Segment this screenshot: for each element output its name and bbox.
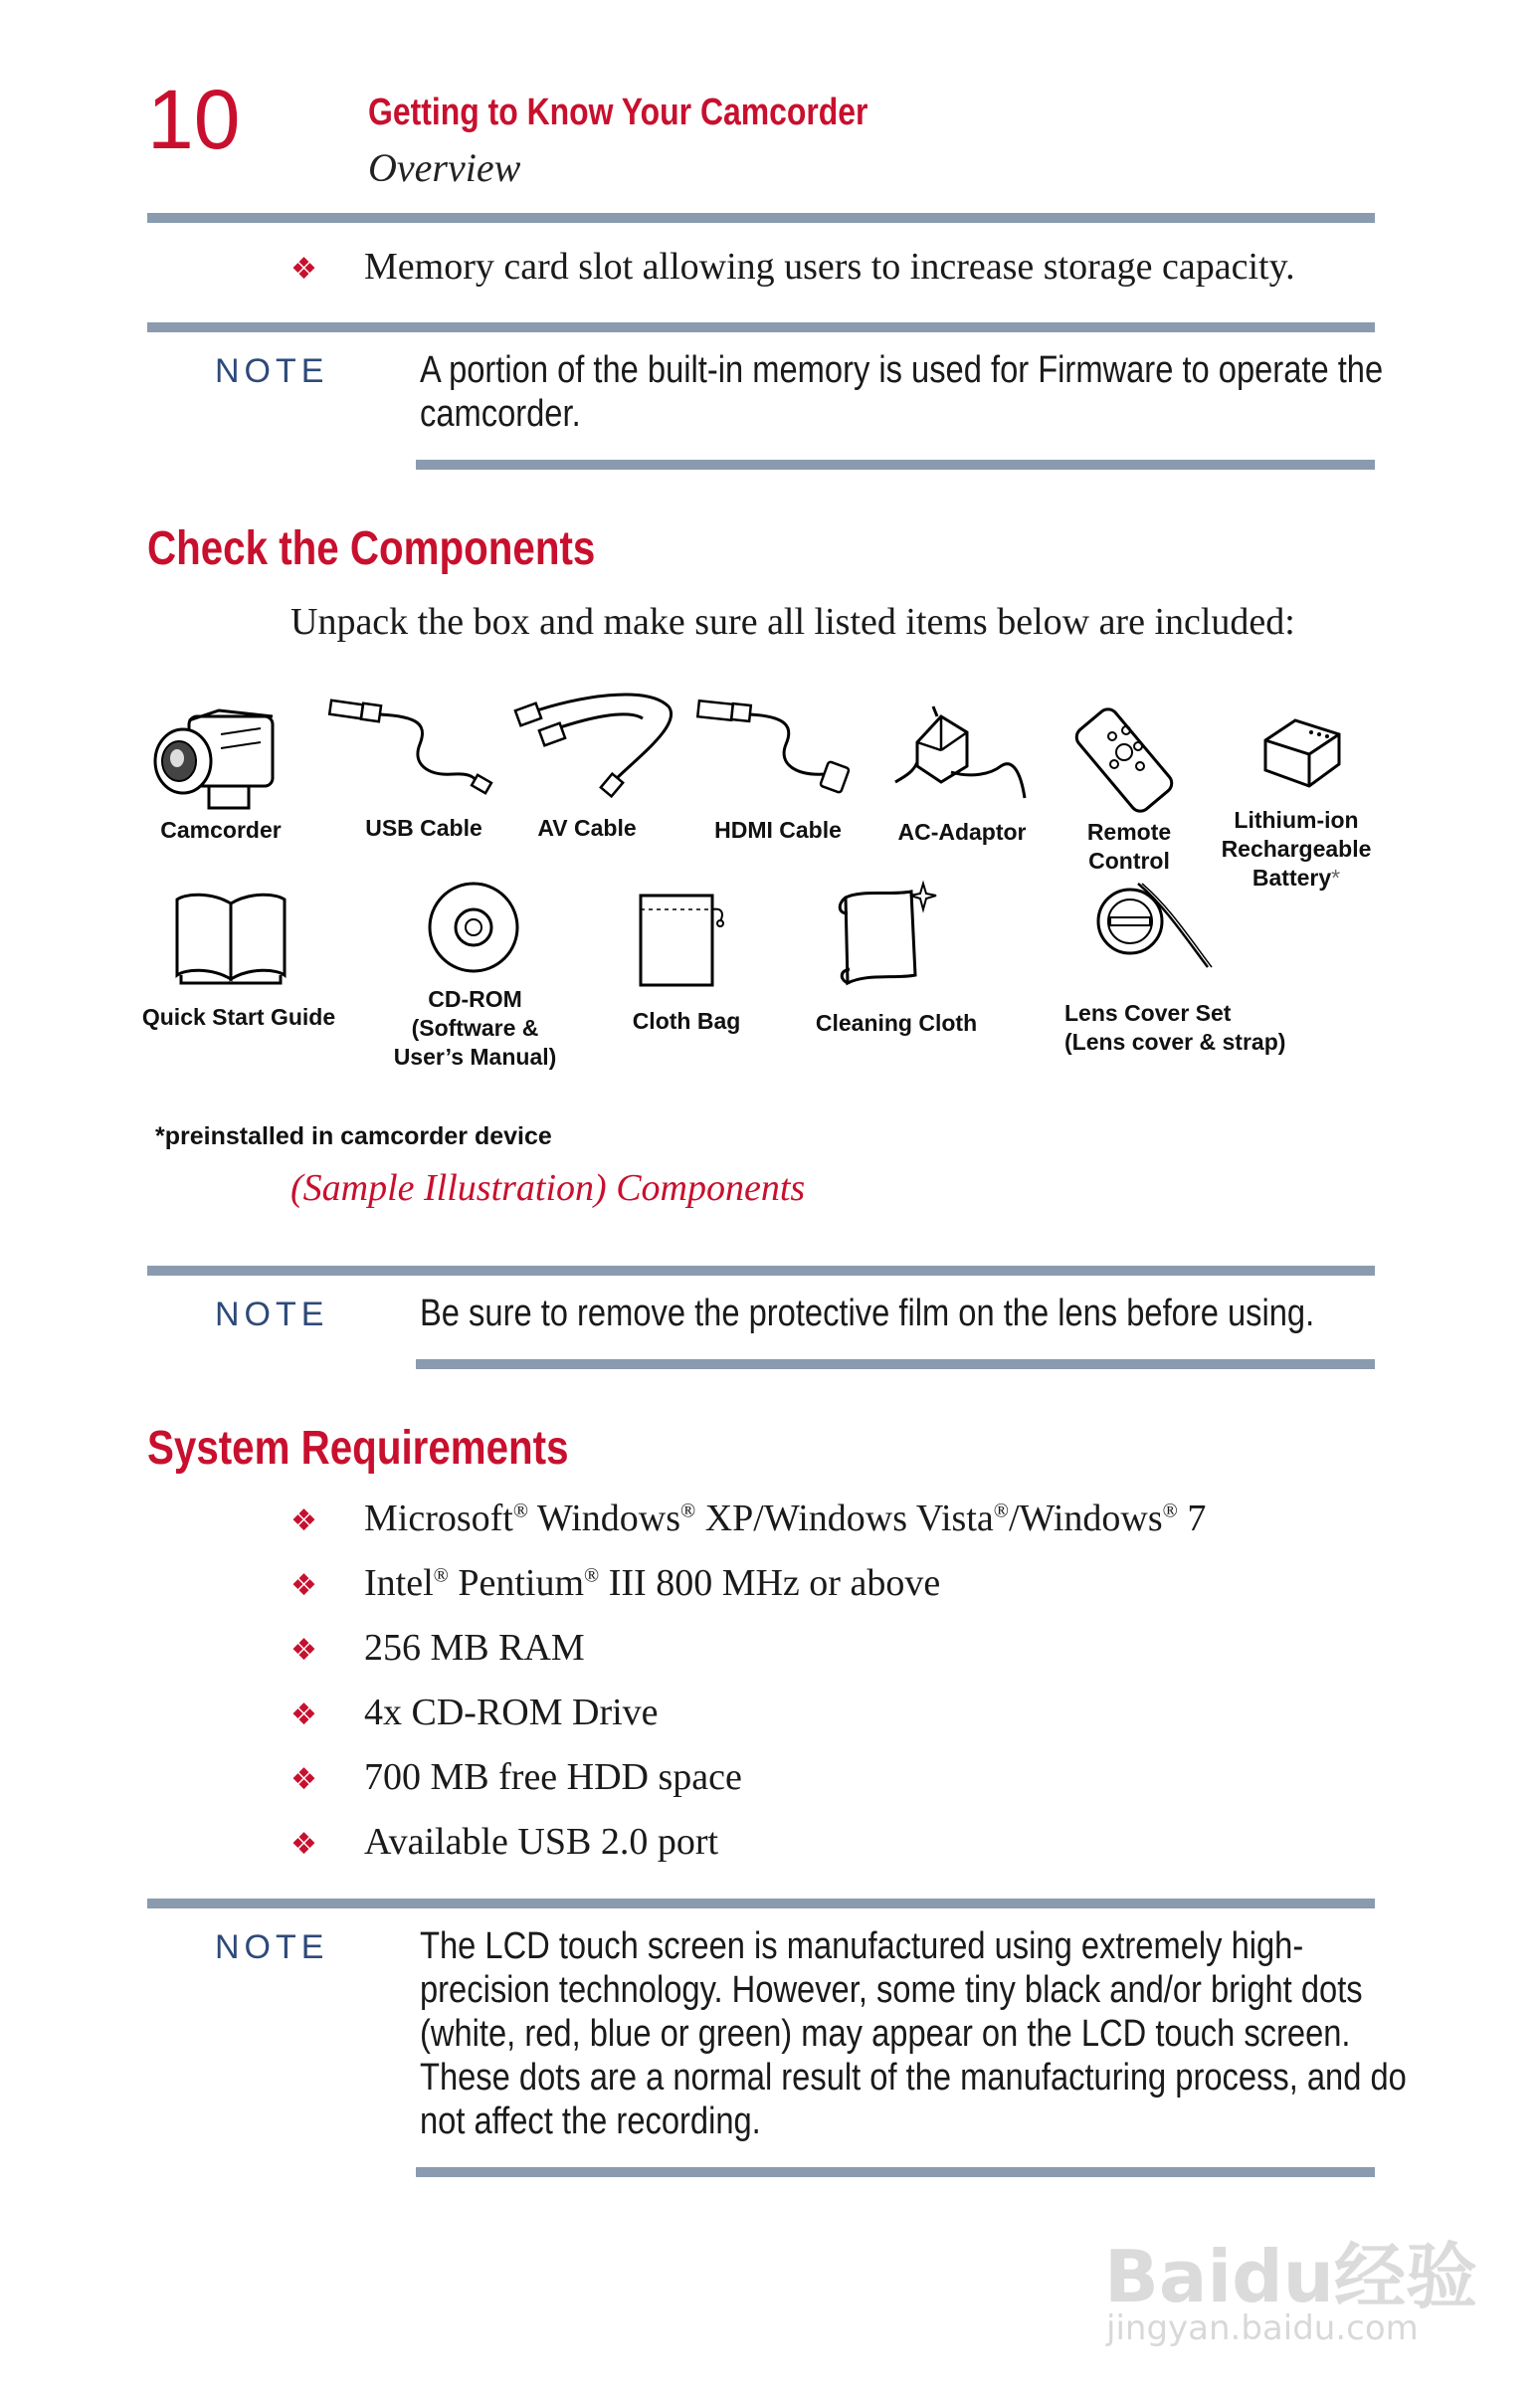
note-top-rule [147,322,1375,332]
section-title: Overview [368,145,521,190]
note-bottom-rule [416,2167,1375,2177]
note-line: A portion of the built-in memory is used for Firmware to operate the [420,349,1384,391]
section-heading-system-requirements: System Requirements [147,1422,569,1475]
watermark-url: jingyan.baidu.com [1106,2308,1419,2348]
component-label [1216,806,1377,893]
component-label [383,985,567,1072]
note-line: (white, red, blue or green) may appear on the LCD touch screen. [420,2013,1351,2055]
bullet-text: Available USB 2.0 port [364,1821,719,1863]
note-top-rule [147,1899,1375,1908]
label-line: CD-ROM [428,986,522,1012]
remote-control-icon [1076,702,1186,812]
figure-caption: (Sample Illustration) Components [290,1167,806,1209]
reg-mark: ® [584,1564,600,1587]
note-label: NOTE [215,352,329,390]
note-text [420,1292,1315,1335]
reg-mark: ® [680,1500,696,1522]
text-part: /Windows [1008,1498,1163,1539]
header-rule [147,213,1375,223]
bullet-text [364,1562,940,1604]
bullet-text [364,1498,1206,1539]
note-line: not affect the recording. [420,2100,761,2142]
component-label: Camcorder [160,817,282,843]
book-icon [171,888,290,987]
note-line: camcorder. [420,393,581,435]
list-item [290,1497,1206,1540]
bullet-diamond-icon: ❖ [290,1503,317,1538]
bullet-diamond-icon: ❖ [290,1762,317,1797]
av-cable-icon [517,689,681,798]
text-part: Microsoft [364,1498,513,1539]
component-label: Remote Control [1086,819,1172,874]
note-line: Be sure to remove the protective film on the lens before using. [420,1293,1315,1334]
component-label: AV Cable [537,815,637,841]
note-label: NOTE [215,1296,329,1333]
bullet-text: 256 MB RAM [364,1627,585,1669]
footnote: *preinstalled in camcorder device [155,1122,552,1150]
note-text [420,1924,1407,2143]
note-line: The LCD touch screen is manufactured using extremely high- [420,1925,1304,1967]
label-line [1216,864,1377,893]
bullet-diamond-icon: ❖ [290,1827,317,1862]
text-part: Windows [528,1498,681,1539]
hdmi-cable-icon [696,697,856,806]
reg-mark: ® [1162,1500,1178,1522]
list-item [290,1755,742,1799]
watermark-logo: Baidu经验 [1104,2235,1477,2318]
label-line: (Software & [411,1015,539,1041]
text-part: III 800 MHz or above [599,1562,941,1604]
battery-icon [1255,712,1345,792]
note-bottom-rule [416,460,1375,470]
component-label [1064,999,1293,1057]
note-top-rule [147,1266,1375,1276]
list-item [290,1691,659,1734]
bullet-text: Memory card slot allowing users to increase storage capacity. [364,246,1295,288]
bullet-diamond-icon: ❖ [290,252,317,287]
component-label: HDMI Cable [714,817,842,843]
text-part: Intel [364,1562,434,1604]
list-item [290,245,1295,289]
list-item [290,1820,718,1864]
reg-mark: ® [993,1500,1009,1522]
label-line: Lithium-ion [1234,807,1359,833]
note-label: NOTE [215,1928,329,1966]
cd-rom-icon [426,880,521,975]
cloth-bag-icon [637,890,732,993]
text-part: XP/Windows Vista [695,1498,994,1539]
cleaning-cloth-icon [832,880,941,999]
component-label: Cloth Bag [632,1008,741,1034]
note-bottom-rule [416,1359,1375,1369]
component-label: Cleaning Cloth [815,1010,978,1036]
bullet-diamond-icon: ❖ [290,1568,317,1603]
note-line: precision technology. However, some tiny black and/or bright dots [420,1969,1363,2011]
label-text: Battery [1251,865,1332,891]
list-item [290,1626,585,1670]
bullet-text: 4x CD-ROM Drive [364,1692,659,1733]
text-part: 7 [1177,1498,1207,1539]
note-text [420,348,1384,436]
note-line: These dots are a normal result of the manufacturing process, and do [420,2057,1407,2099]
ac-adaptor-icon [891,702,1031,802]
label-line: User’s Manual) [393,1044,557,1070]
label-line: Rechargeable [1221,836,1372,862]
components-intro: Unpack the box and make sure all listed items below are included: [290,601,1295,643]
bullet-text: 700 MB free HDD space [364,1756,742,1798]
label-line: Lens Cover Set [1064,1000,1232,1026]
section-heading-components: Check the Components [147,522,596,575]
reg-mark: ® [512,1500,529,1522]
component-label: USB Cable [365,815,482,841]
bullet-diamond-icon: ❖ [290,1698,317,1732]
bullet-diamond-icon: ❖ [290,1633,317,1668]
label-line: (Lens cover & strap) [1064,1029,1286,1055]
list-item [290,1561,940,1605]
usb-cable-icon [328,695,497,794]
chapter-title: Getting to Know Your Camcorder [368,92,868,133]
component-label: AC-Adaptor [897,819,1027,845]
lens-cover-icon [1094,876,1214,975]
camcorder-icon [149,706,284,816]
page-number: 10 [147,73,241,166]
reg-mark: ® [433,1564,449,1587]
text-part: Pentium [448,1562,585,1604]
component-label: Quick Start Guide [141,1004,336,1030]
asterisk: * [1331,865,1341,891]
